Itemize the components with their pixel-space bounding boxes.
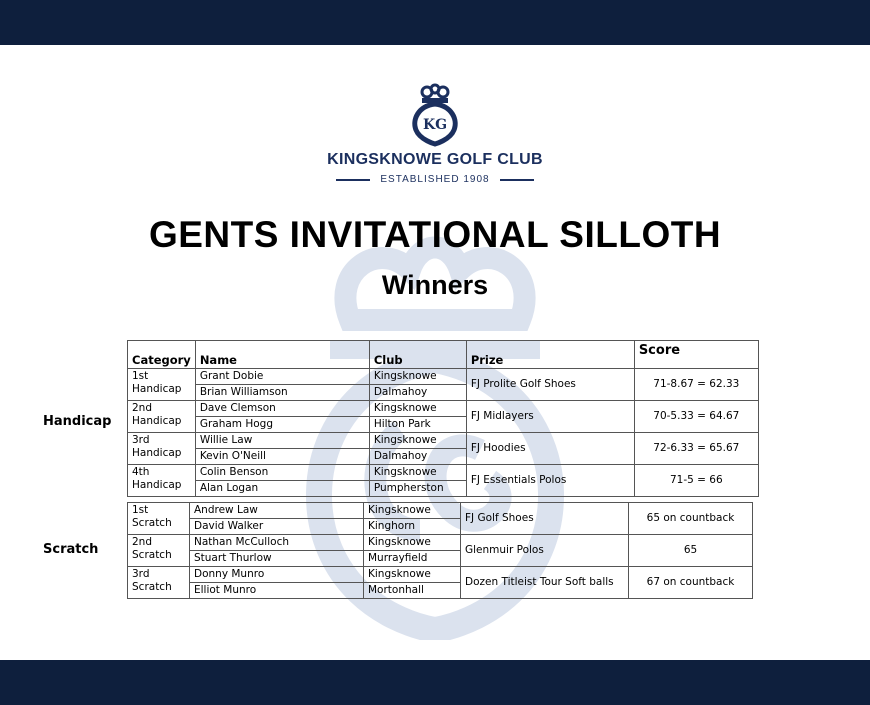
player-name: Kevin O'Neill [195, 449, 369, 465]
player-club: Dalmahoy [369, 385, 466, 401]
header-club: Club [369, 341, 466, 369]
table-row [128, 369, 759, 385]
player-club: Mortonhall [364, 583, 461, 599]
player-club: Kingsknowe [364, 567, 461, 583]
scratch-section-label: Scratch [43, 542, 99, 557]
category-cell: 3rd Scratch [128, 567, 190, 599]
prize-cell: FJ Golf Shoes [461, 503, 629, 535]
page-subtitle: Winners [381, 270, 489, 300]
player-name: Willie Law [195, 433, 369, 449]
table-row [128, 433, 759, 449]
score-cell: 70-5.33 = 64.67 [634, 401, 758, 433]
score-cell: 71-5 = 66 [634, 465, 758, 497]
player-name: Graham Hogg [195, 417, 369, 433]
player-club: Dalmahoy [369, 449, 466, 465]
divider-right [500, 179, 534, 181]
player-name: David Walker [190, 519, 364, 535]
category-cell: 2nd Scratch [128, 535, 190, 567]
established-text: ESTABLISHED 1908 [380, 174, 490, 185]
table-row [128, 401, 759, 417]
handicap-results-table [127, 340, 759, 497]
score-cell: 67 on countback [629, 567, 753, 599]
player-club: Kingsknowe [364, 535, 461, 551]
player-name: Elliot Munro [190, 583, 364, 599]
player-name: Alan Logan [195, 481, 369, 497]
header-category: Category [128, 341, 196, 369]
player-club: Kinghorn [364, 519, 461, 535]
player-club: Kingsknowe [369, 369, 466, 385]
player-club: Pumpherston [369, 481, 466, 497]
player-name: Andrew Law [190, 503, 364, 519]
category-cell: 1st Handicap [128, 369, 196, 401]
player-club: Kingsknowe [364, 503, 461, 519]
table-row [128, 503, 753, 519]
prize-cell: FJ Hoodies [466, 433, 634, 465]
score-cell: 65 on countback [629, 503, 753, 535]
club-crest-logo [410, 82, 460, 148]
player-club: Hilton Park [369, 417, 466, 433]
prize-cell: FJ Midlayers [466, 401, 634, 433]
player-club: Kingsknowe [369, 465, 466, 481]
established-line [0, 174, 870, 185]
player-name: Grant Dobie [195, 369, 369, 385]
player-name: Colin Benson [195, 465, 369, 481]
logo-monogram: KG [422, 117, 448, 133]
prize-cell: Glenmuir Polos [461, 535, 629, 567]
category-cell: 4th Handicap [128, 465, 196, 497]
table-row [128, 465, 759, 481]
header-score: Score [634, 341, 758, 369]
player-club: Murrayfield [364, 551, 461, 567]
top-header-band [0, 0, 870, 45]
score-cell: 65 [629, 535, 753, 567]
category-cell: 3rd Handicap [128, 433, 196, 465]
player-name: Donny Munro [190, 567, 364, 583]
player-name: Brian Williamson [195, 385, 369, 401]
player-name: Stuart Thurlow [190, 551, 364, 567]
club-name: KINGSKNOWE GOLF CLUB [327, 151, 543, 168]
player-name: Dave Clemson [195, 401, 369, 417]
header-prize: Prize [466, 341, 634, 369]
page-title: GENTS INVITATIONAL SILLOTH [148, 214, 722, 255]
table-header-row [128, 341, 759, 369]
divider-left [336, 179, 370, 181]
header-name: Name [195, 341, 369, 369]
prize-cell: FJ Essentials Polos [466, 465, 634, 497]
player-club: Kingsknowe [369, 401, 466, 417]
table-row [128, 535, 753, 551]
score-cell: 72-6.33 = 65.67 [634, 433, 758, 465]
prize-cell: Dozen Titleist Tour Soft balls [461, 567, 629, 599]
scratch-results-table [127, 502, 753, 599]
score-cell: 71-8.67 = 62.33 [634, 369, 758, 401]
player-club: Kingsknowe [369, 433, 466, 449]
category-cell: 1st Scratch [128, 503, 190, 535]
table-row [128, 567, 753, 583]
player-name: Nathan McCulloch [190, 535, 364, 551]
prize-cell: FJ Prolite Golf Shoes [466, 369, 634, 401]
category-cell: 2nd Handicap [128, 401, 196, 433]
bottom-footer-band [0, 660, 870, 705]
handicap-section-label: Handicap [43, 414, 112, 429]
